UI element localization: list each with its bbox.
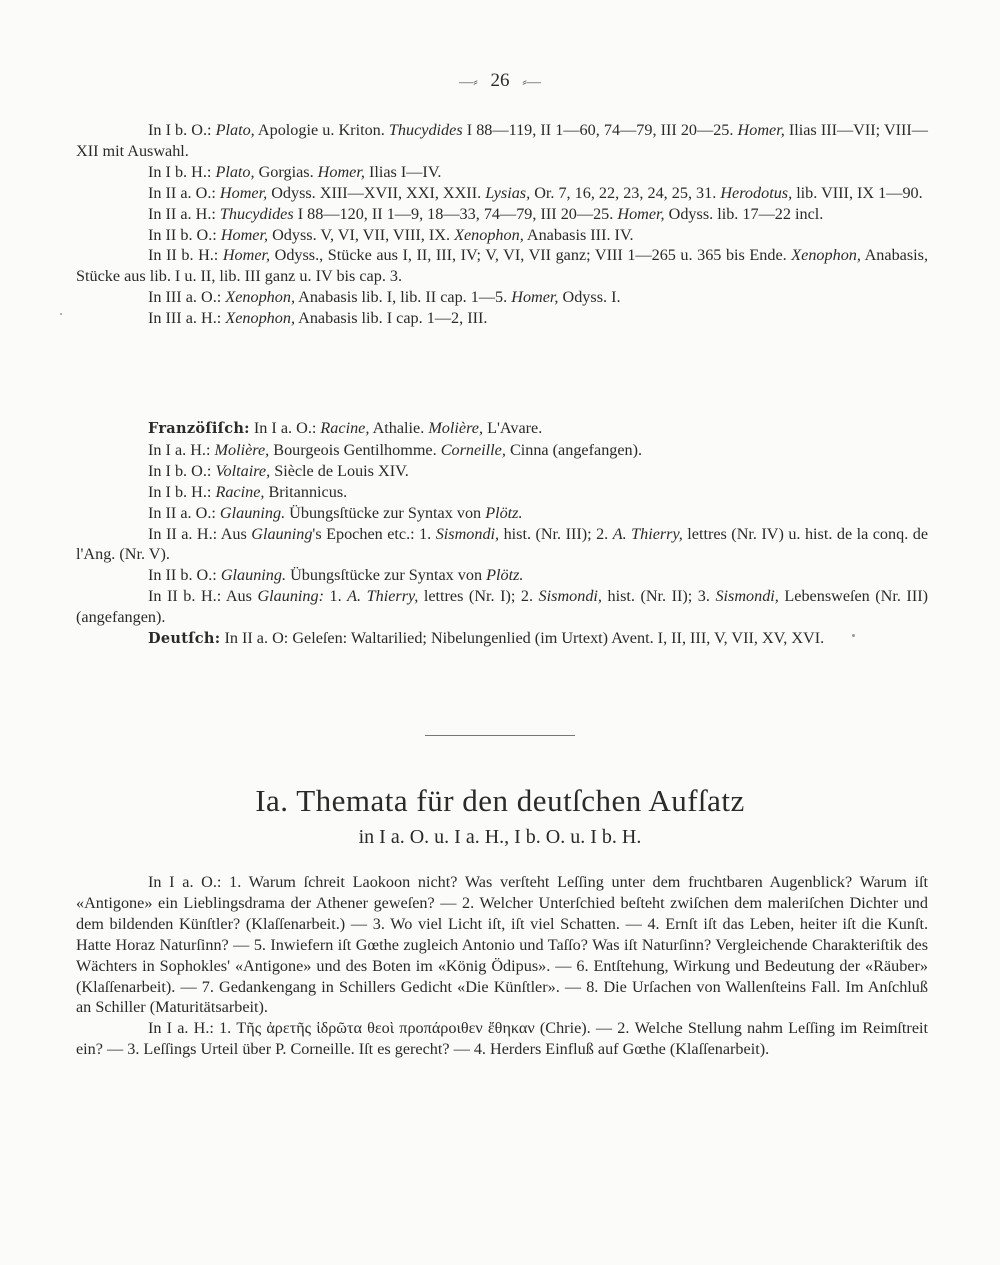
line-iia-o [76, 503, 928, 524]
author: Glauning. [219, 503, 286, 522]
text: Übungsſtücke zur Syntax von [286, 566, 487, 585]
text: L'Avare. [483, 419, 543, 437]
text: Lebensweſen (Nr. III) (angefangen). [76, 587, 928, 627]
line-iib-o [76, 565, 928, 586]
text: In III a. O.: [148, 288, 226, 307]
text: Ilias I—IV. [364, 162, 442, 181]
text: In I a. H.: [148, 440, 215, 459]
author: Homer, [222, 246, 271, 265]
line-iia-o [76, 183, 928, 204]
print-speck [852, 634, 855, 637]
author: Voltaire, [215, 461, 271, 480]
text: In II b. H.: [148, 246, 223, 265]
section-title: Ia. Themata für den deutſchen Aufſatz [255, 783, 745, 818]
text: Ilias III—VII; VIII—XII mit Auswahl. [76, 121, 928, 160]
text: Athalie. [369, 419, 429, 437]
ornament-left: —⸗ [459, 75, 478, 90]
text: In I b. H.: [148, 162, 216, 181]
author: Homer, [737, 121, 785, 139]
author: A. Thierry, [612, 524, 683, 543]
text: lettres (Nr. I); 2. [418, 587, 539, 606]
line-iia-h [76, 524, 928, 566]
author: Thucydides [388, 121, 463, 139]
author: Thucydides [219, 204, 294, 223]
griechisch-section [76, 120, 928, 329]
author: Glauning [251, 524, 313, 543]
author: Homer, [220, 225, 269, 244]
page-header [0, 70, 1000, 92]
text: Cinna (angefangen). [505, 440, 643, 459]
text: hist. (Nr. II); 3. [601, 587, 716, 606]
text: Gorgias. [254, 162, 318, 181]
text: 1. [323, 587, 348, 606]
author: Homer, [219, 183, 268, 202]
line-ib-o [76, 461, 928, 482]
line-iib-o [76, 225, 928, 246]
franzoesisch-section [76, 418, 928, 650]
text: In I b. O.: [148, 121, 216, 139]
text: In I a. O.: [249, 419, 321, 437]
text: Anabasis lib. I cap. 1—2, III. [295, 309, 488, 328]
text: In II b. H.: Aus [148, 587, 258, 606]
author: Corneille, [440, 440, 506, 459]
author: A. Thierry, [347, 587, 419, 606]
line-iiia-h [76, 308, 928, 329]
text: Anabasis III. IV. [523, 225, 634, 244]
author: Xenophon, [454, 225, 524, 244]
author: Racine, [215, 482, 265, 501]
text: Anabasis lib. I, lib. II cap. 1—5. [295, 288, 512, 307]
line-ia-h [76, 440, 928, 461]
text: Britannicus. [264, 482, 348, 501]
text: Or. 7, 16, 22, 23, 24, 25, 31. [530, 183, 721, 202]
text: Siècle de Louis XIV. [270, 461, 409, 480]
page-number: 26 [490, 70, 510, 91]
author: Sismondi, [435, 524, 500, 543]
line-ib-h [76, 482, 928, 503]
line-iiia-o [76, 287, 928, 308]
author: Molière, [214, 440, 270, 459]
text: Bourgeois Gentilhomme. [269, 440, 441, 459]
line-deutsch [76, 628, 928, 650]
author: Glauning. [220, 566, 287, 585]
author: Molière, [428, 419, 484, 437]
text: In II a. H.: [148, 204, 220, 223]
print-speck [60, 313, 62, 315]
text: Odyss. I. [558, 288, 621, 307]
author: Lysias, [485, 183, 531, 202]
line-iia-h [76, 204, 928, 225]
section-heading-franzoesisch: Franzöſiſch: [148, 420, 250, 437]
text: 's Epochen etc.: 1. [312, 524, 436, 543]
section-divider [425, 735, 575, 736]
text: In II a. H.: Aus [148, 524, 252, 543]
line-iib-h [76, 245, 928, 287]
author: Plato, [215, 121, 255, 139]
author: Racine, [320, 419, 370, 437]
author: Plötz. [486, 566, 524, 585]
author: Xenophon, [225, 309, 295, 328]
text: In II b. O.: [148, 225, 221, 244]
text: lib. VIII, IX 1—90. [792, 183, 923, 202]
line-ib-o [76, 120, 928, 162]
author: Sismondi, [538, 587, 602, 606]
section-subtitle: in I a. O. u. I a. H., I b. O. u. I b. H. [358, 826, 642, 848]
text: hist. (Nr. III); 2. [499, 524, 613, 543]
text: In I b. H.: [148, 482, 216, 501]
text: I 88—120, II 1—9, 18—33, 74—79, III 20—25. [293, 204, 618, 223]
author: Sismondi, [715, 587, 779, 606]
text: In II b. O.: [148, 566, 221, 585]
themata-ia-h: In I a. H.: 1. Τῆς ἀρετῆς ἱδρῶτα θεοὶ προπάροιθεν ἔθηκαν (Chrie). — 2. Welche Stellung nahm Leſſing im Reimſtreit ein? — 3. Leſſings Urteil über P. Corneille. Iſt es gerecht? — 4. Herders Einfluß auf Gœthe (Klaſſenarbeit). [76, 1019, 928, 1059]
text: Odyss. XIII—XVII, XXI, XXII. [267, 183, 486, 202]
text: Odyss. lib. 17—22 incl. [664, 204, 824, 223]
text: Apologie u. Kriton. [254, 121, 389, 139]
line-ia-o [76, 418, 928, 440]
ornament-right: ⸗— [522, 75, 541, 90]
text: Odyss. V, VI, VII, VIII, IX. [268, 225, 455, 244]
line-ib-h [76, 162, 928, 183]
author: Homer, [317, 162, 365, 181]
author: Homer, [617, 204, 665, 223]
text: Anabasis, Stücke aus lib. I u. II, lib. III ganz u. IV bis cap. 3. [76, 246, 929, 286]
text: In I b. O.: [148, 461, 216, 480]
author: Homer, [511, 288, 559, 307]
text: Odyss., Stücke aus I, II, III, IV; V, VI, VII ganz; VIII 1—265 u. 365 bis Ende. [270, 246, 792, 265]
text: In III a. H.: [148, 309, 226, 328]
text: lettres (Nr. IV) u. hist. de la conq. de l'Ang. (Nr. V). [76, 524, 928, 564]
themata-section [76, 872, 928, 1060]
themata-ia-o: In I a. O.: 1. Warum ſchreit Laokoon nicht? Was verſteht Leſſing unter dem fruchtbaren Augenblick? Warum iſt «Antigone» ein Lieblingsdrama der Athener geweſen? — 2. Welcher Unterſchied beſteht zwiſchen dem maleriſchen Dichter und dem bildenden Künſtler? (Klaſſenarbeit.) — 3. Wo viel Licht iſt, iſt viel Schatten. — 4. Ernſt iſt das Leben, heiter iſt die Kunſt. Hatte Horaz Naturſinn? — 5. Inwiefern iſt Gœthe zugleich Antonio und Taſſo? Was iſt Naturſinn? Vergleichende Charakteriſtik des Wächters in Sophokles' «Antigone» und des Boten im «König Ödipus». — 6. Entſtehung, Wirkung und Bedeutung der «Räuber» (Klaſſenarbeit). — 7. Gedankengang in Schillers Gedicht «Die Künſtler». — 8. Die Urſachen von Wallenſteins Fall. Im Anſchluß an Schiller (Maturitätsarbeit). [76, 873, 928, 1017]
author: Plato, [215, 162, 255, 181]
section-heading-deutsch: Deutſch: [148, 630, 221, 648]
line-iib-h [76, 586, 928, 628]
author: Xenophon, [791, 246, 861, 265]
author: Herodotus, [720, 183, 793, 202]
text: In II a. O: Geleſen: Waltarilied; Nibelungenlied (im Urtext) Avent. I, II, III, V, VII, XV, XVI. [220, 629, 825, 648]
text: In II a. O.: [148, 503, 220, 522]
author: Plötz. [485, 503, 523, 522]
text: I 88—119, II 1—60, 74—79, III 20—25. [462, 121, 738, 139]
text: In II a. O.: [148, 183, 220, 202]
text: Übungsſtücke zur Syntax von [285, 503, 486, 522]
author: Xenophon, [225, 288, 295, 307]
author: Glauning: [257, 587, 324, 606]
